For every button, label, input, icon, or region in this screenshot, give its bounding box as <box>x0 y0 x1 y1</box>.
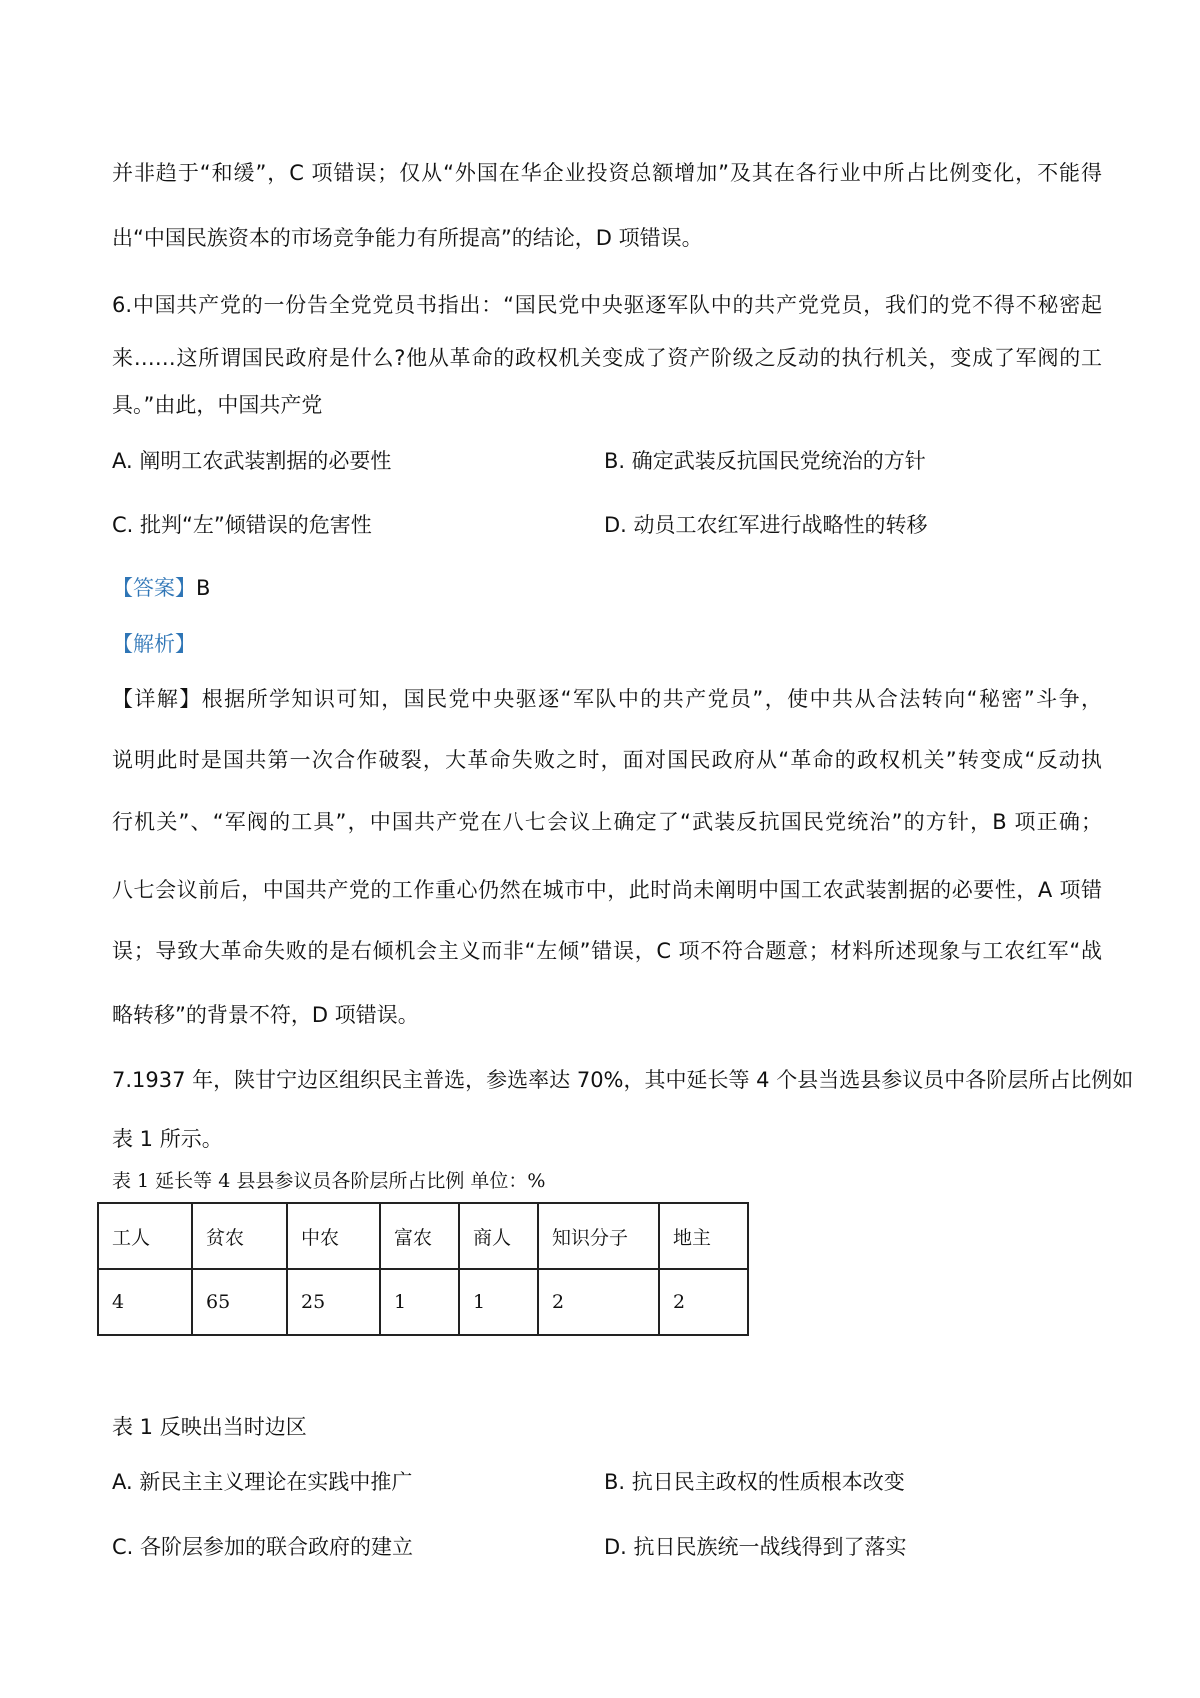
table-header-cell: 富农 <box>380 1203 459 1269</box>
q6-option-a: A. 阐明工农武装割据的必要性 <box>112 449 392 473</box>
q6-stem-line-2: 来……这所谓国民政府是什么?他从革命的政权机关变成了资产阶级之反动的执行机关，变成了军阀的工 <box>112 346 1102 370</box>
table-cell: 1 <box>459 1269 538 1335</box>
q6-detail-line-6: 略转移”的背景不符，D 项错误。 <box>112 1003 419 1027</box>
q6-detail-line-1 <box>112 684 1102 714</box>
q6-stem-line-1: 6.中国共产党的一份告全党党员书指出：“国民党中央驱逐军队中的共产党党员，我们的党不得不秘密起 <box>112 293 1102 317</box>
answer-label: 【答案】 <box>112 576 196 600</box>
answer-value: B <box>196 576 211 600</box>
table-header-cell: 知识分子 <box>538 1203 659 1269</box>
table-row <box>98 1269 748 1335</box>
table-cell: 2 <box>659 1269 748 1335</box>
q7-option-a: A. 新民主主义理论在实践中推广 <box>112 1470 413 1494</box>
table-cell: 4 <box>98 1269 192 1335</box>
q6-answer <box>112 573 1102 603</box>
table-caption: 表 1 延长等 4 县县参议员各阶层所占比例 单位：% <box>112 1170 546 1192</box>
table-cell: 2 <box>538 1269 659 1335</box>
q6-detail-line-4: 八七会议前后，中国共产党的工作重心仍然在城市中，此时尚未阐明中国工农武装割据的必要性，A 项错 <box>112 878 1102 902</box>
q6-detail-line-5: 误；导致大革命失败的是右倾机会主义而非“左倾”错误，C 项不符合题意；材料所述现象与工农红军“战 <box>112 939 1102 963</box>
q6-detail-line-2: 说明此时是国共第一次合作破裂，大革命失败之时，面对国民政府从“革命的政权机关”转变成“反动执 <box>112 748 1102 772</box>
q7-option-b: B. 抗日民主政权的性质根本改变 <box>604 1470 905 1494</box>
prev-explanation-line-2: 出“中国民族资本的市场竞争能力有所提高”的结论，D 项错误。 <box>112 226 703 250</box>
q7-option-d: D. 抗日民族统一战线得到了落实 <box>604 1535 907 1559</box>
table-cell: 65 <box>192 1269 287 1335</box>
table-cell: 1 <box>380 1269 459 1335</box>
table-header-cell: 工人 <box>98 1203 192 1269</box>
detail-label: 【详解】 <box>112 687 202 711</box>
table-header-cell: 地主 <box>659 1203 748 1269</box>
prev-explanation-line-1: 并非趋于“和缓”，C 项错误；仅从“外国在华企业投资总额增加”及其在各行业中所占比例变化，不能得 <box>112 161 1102 185</box>
q6-detail-line-3: 行机关”、“军阀的工具”，中国共产党在八七会议上确定了“武装反抗国民党统治”的方针，B 项正确； <box>112 810 1102 834</box>
table-header-cell: 贫农 <box>192 1203 287 1269</box>
q7-after-table: 表 1 反映出当时边区 <box>112 1415 307 1439</box>
table-header-cell: 商人 <box>459 1203 538 1269</box>
q6-analysis-label: 【解析】 <box>112 632 196 656</box>
class-ratio-table <box>97 1202 749 1336</box>
q6-option-c: C. 批判“左”倾错误的危害性 <box>112 513 372 537</box>
q6-option-b: B. 确定武装反抗国民党统治的方针 <box>604 449 926 473</box>
q6-stem-line-3: 具。”由此，中国共产党 <box>112 393 323 417</box>
table-cell: 25 <box>287 1269 380 1335</box>
q6-option-d: D. 动员工农红军进行战略性的转移 <box>604 513 928 537</box>
detail-text: 根据所学知识可知，国民党中央驱逐“军队中的共产党员”，使中共从合法转向“秘密”斗争， <box>201 687 1103 711</box>
q7-stem-line-2: 表 1 所示。 <box>112 1127 223 1151</box>
q7-stem-line-1: 7.1937 年，陕甘宁边区组织民主普选，参选率达 70%，其中延长等 4 个县当选县参议员中各阶层所占比例如 <box>112 1068 1134 1092</box>
table-header-row <box>98 1203 748 1269</box>
q7-option-c: C. 各阶层参加的联合政府的建立 <box>112 1535 414 1559</box>
table-header-cell: 中农 <box>287 1203 380 1269</box>
